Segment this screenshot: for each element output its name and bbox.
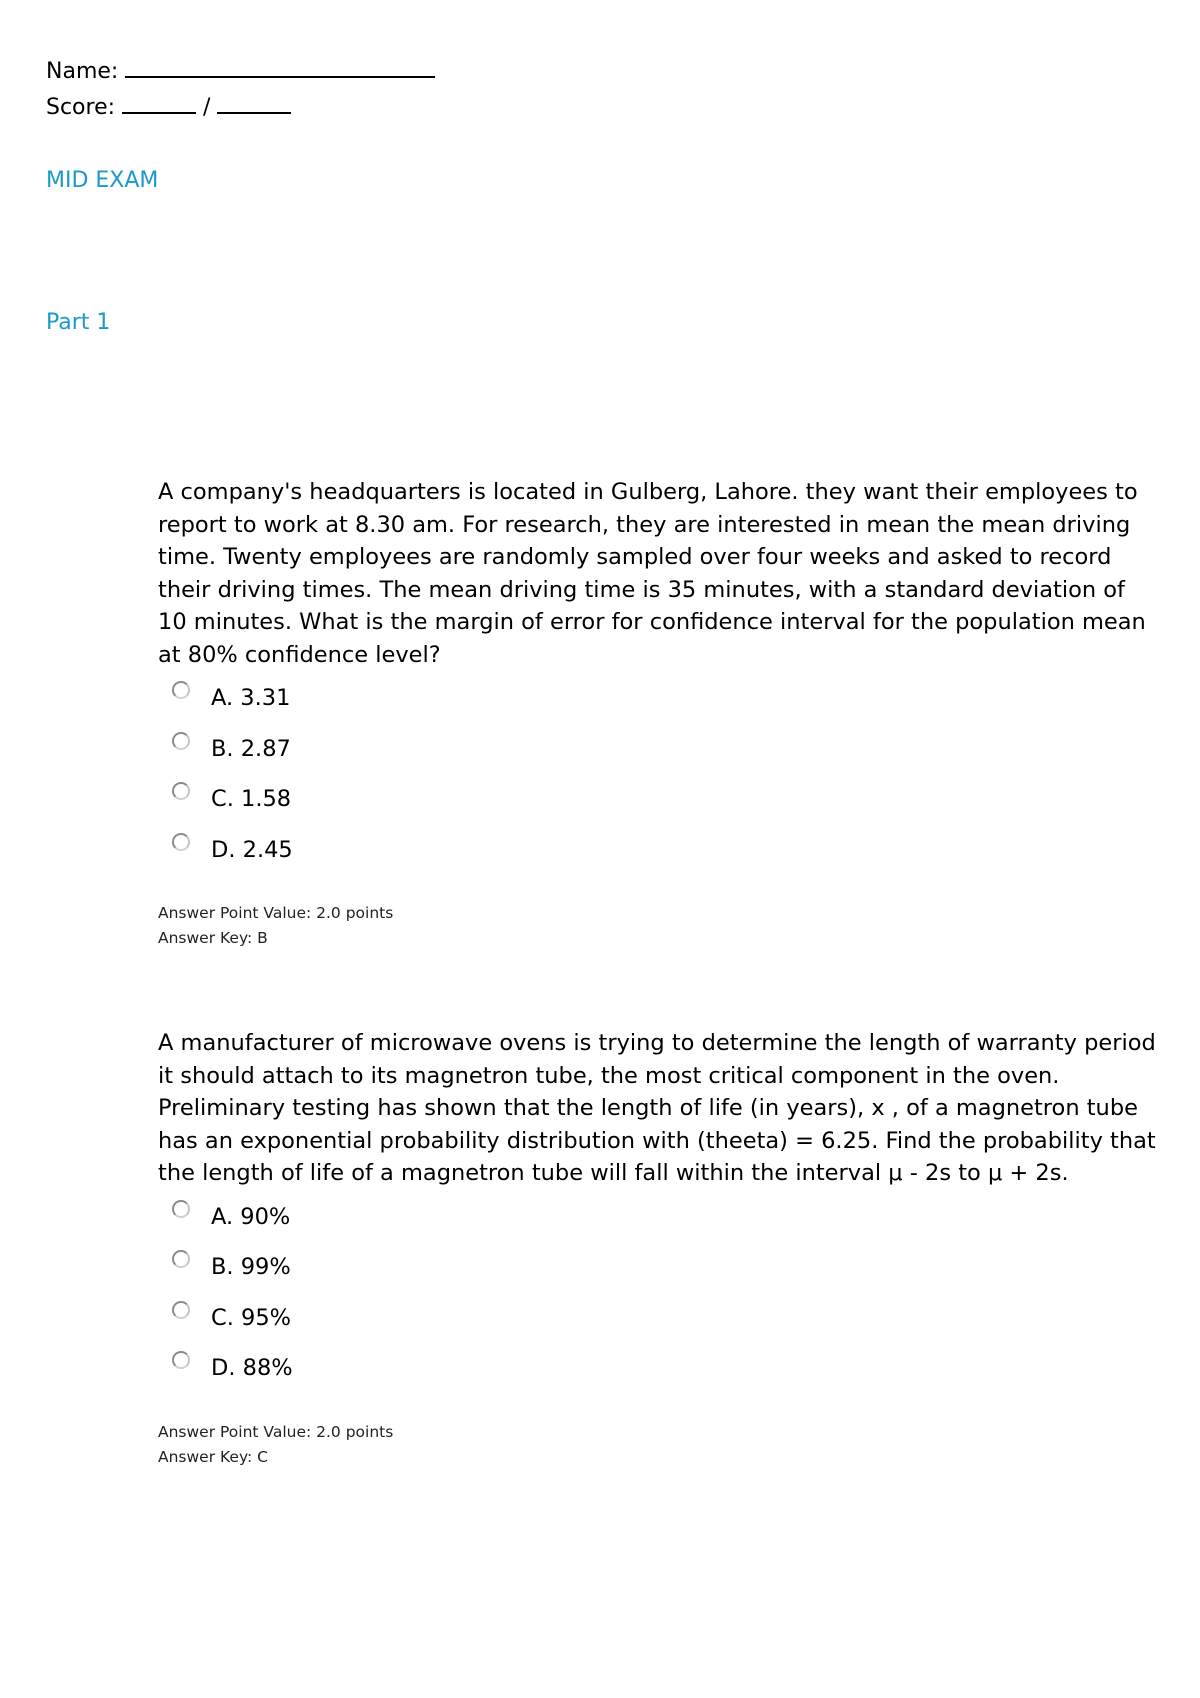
score-line (46, 92, 291, 123)
name-label: Name: (46, 59, 119, 84)
option-label: A. 3.31 (211, 685, 291, 711)
radio-button-icon[interactable] (172, 1351, 190, 1369)
name-blank (125, 56, 435, 78)
answer-point-value: Answer Point Value: 2.0 points (158, 904, 394, 922)
answer-meta (158, 1420, 1158, 1470)
score-separator: / (203, 95, 211, 120)
option-label: B. 99% (211, 1254, 291, 1280)
answer-option-a[interactable] (158, 1194, 1158, 1245)
option-label: A. 90% (211, 1203, 291, 1230)
answer-key: Answer Key: C (158, 1447, 268, 1466)
answer-point-value: Answer Point Value: 2.0 points (158, 1422, 394, 1441)
score-label: Score: (46, 95, 116, 120)
option-label: B. 2.87 (211, 735, 291, 762)
question-text: A company's headquarters is located in Gulberg, Lahore. they want their employees to report to work at 8.30 am. For research, they are interested in mean the mean driving time. Twenty employees are randomly sampled over four weeks and asked to record their driving times. The mean driving time is 35 minutes, with a standard deviation of 10 minutes. What is the margin of error for confidence interval for the population mean at 80% confidence level? (158, 479, 1146, 668)
name-line (46, 56, 435, 87)
radio-button-icon[interactable] (172, 1200, 190, 1218)
option-label: C. 95% (211, 1304, 292, 1331)
answer-options (158, 1194, 1158, 1396)
answer-options (158, 675, 1158, 877)
answer-option-c[interactable] (158, 1295, 1158, 1346)
radio-button-icon[interactable] (172, 732, 190, 750)
radio-button-icon[interactable] (172, 833, 190, 851)
radio-button-icon[interactable] (172, 1301, 190, 1319)
option-label: C. 1.58 (211, 786, 292, 812)
question-1 (158, 476, 1158, 951)
answer-option-c[interactable] (158, 776, 1158, 827)
score-blank-total (217, 92, 291, 114)
answer-option-d[interactable] (158, 1345, 1158, 1396)
radio-button-icon[interactable] (172, 782, 190, 800)
option-label: D. 88% (211, 1355, 293, 1381)
answer-option-b[interactable] (158, 726, 1158, 777)
answer-meta (158, 901, 1158, 951)
answer-option-d[interactable] (158, 827, 1158, 878)
question-2 (158, 1027, 1158, 1470)
option-label: D. 2.45 (211, 836, 293, 863)
part-title: Part 1 (46, 310, 111, 335)
radio-button-icon[interactable] (172, 681, 190, 699)
score-blank-earned (122, 92, 196, 114)
question-text: A manufacturer of microwave ovens is trying to determine the length of warranty period it should attach to its magnetron tube, the most critical component in the oven. Preliminary testing has shown that the length of life (in years), x , of a magnetron tube has an exponential probability distribution with (theeta) = 6.25. Find the probability that the length of life of a magnetron tube will fall within the interval μ - 2s to μ + 2s. (158, 1030, 1156, 1186)
answer-option-a[interactable] (158, 675, 1158, 726)
radio-button-icon[interactable] (172, 1250, 190, 1268)
answer-key: Answer Key: B (158, 929, 268, 947)
answer-option-b[interactable] (158, 1244, 1158, 1295)
exam-title: MID EXAM (46, 168, 159, 193)
